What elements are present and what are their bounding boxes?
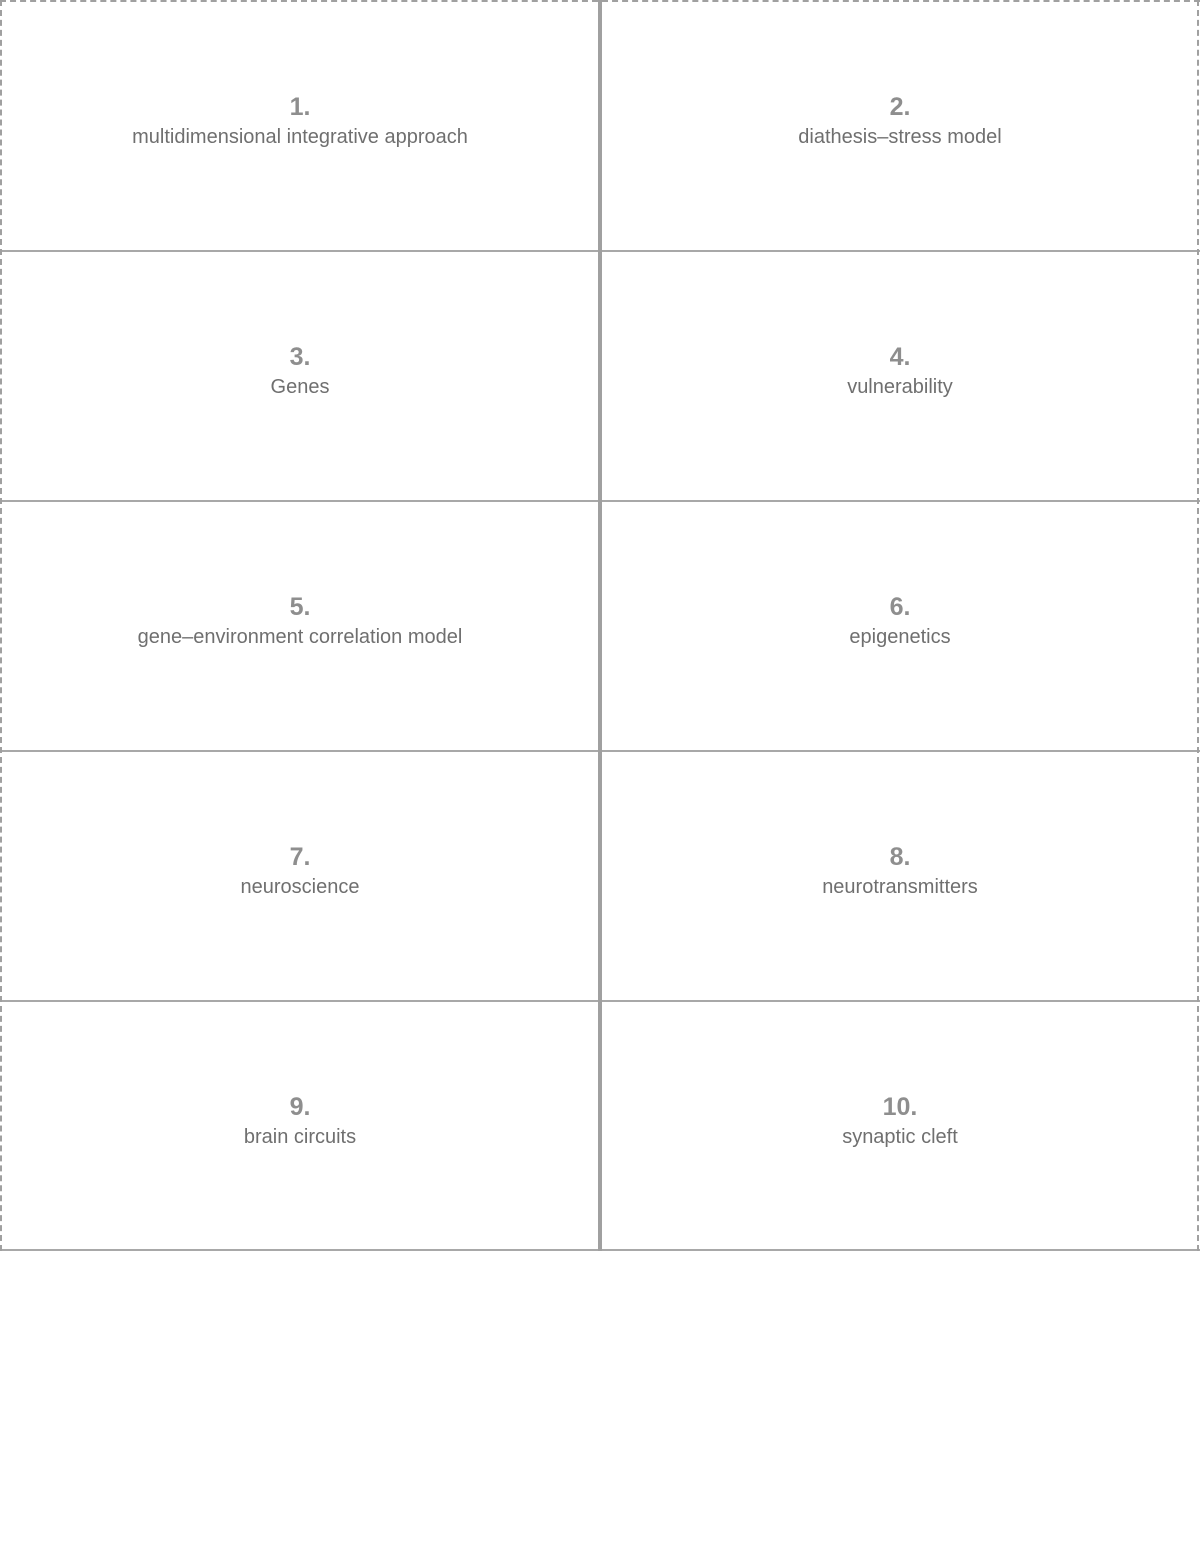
flashcard <box>600 250 1200 500</box>
card-term: neurotransmitters <box>822 876 978 898</box>
card-number: 1. <box>289 93 311 121</box>
card-number: 6. <box>889 593 911 621</box>
card-number: 8. <box>889 843 911 871</box>
flashcard <box>0 0 600 250</box>
card-number: 10. <box>882 1093 918 1121</box>
card-number: 7. <box>289 843 311 871</box>
card-term: neuroscience <box>240 876 360 898</box>
card-number: 9. <box>289 1093 311 1121</box>
card-term: multidimensional integrative approach <box>132 126 468 148</box>
flashcard <box>0 750 600 1000</box>
card-number: 4. <box>889 343 911 371</box>
card-number: 2. <box>889 93 911 121</box>
card-number: 5. <box>289 593 311 621</box>
card-term: diathesis–stress model <box>798 126 1002 148</box>
flashcard <box>600 1000 1200 1250</box>
flashcard <box>0 250 600 500</box>
flashcard <box>0 1000 600 1250</box>
card-term: Genes <box>270 376 330 398</box>
flashcard <box>600 500 1200 750</box>
card-term: epigenetics <box>849 626 951 648</box>
flashcard <box>0 500 600 750</box>
card-term: brain circuits <box>243 1126 357 1148</box>
card-term: vulnerability <box>847 376 953 398</box>
flashcard <box>600 0 1200 250</box>
flashcard <box>600 750 1200 1000</box>
card-term: synaptic cleft <box>842 1126 958 1148</box>
card-number: 3. <box>289 343 311 371</box>
card-term: gene–environment correlation model <box>137 626 463 648</box>
